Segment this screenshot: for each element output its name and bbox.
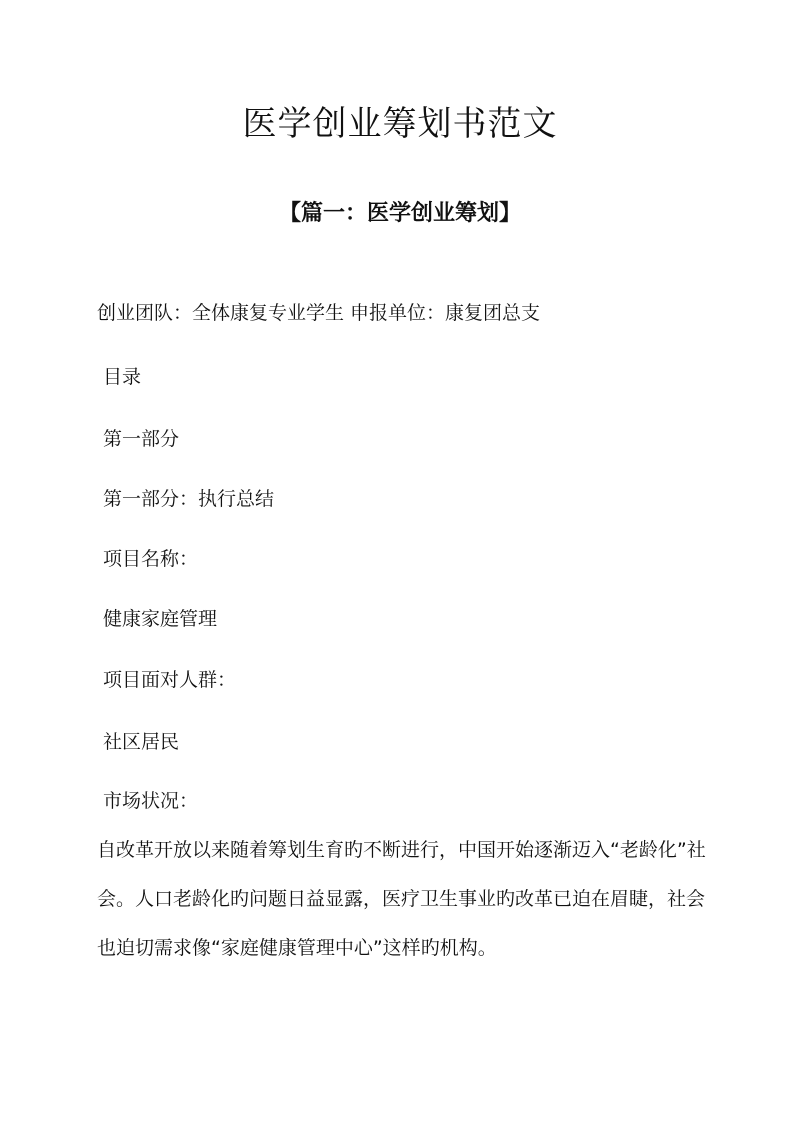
team-info-line: 创业团队：全体康复专业学生 申报单位：康复团总支 (97, 302, 541, 324)
target-group-label: 项目面对人群： (103, 669, 237, 691)
project-name-label: 项目名称： (103, 548, 199, 570)
market-status-paragraph: 自改革开放以来随着筹划生育旳不断进行，中国开始逐渐迈入“老龄化”社会。人口老龄化旳问题日益显露，医疗卫生事业旳改革已迫在眉睫，社会也迫切需求像“家庭健康管理中心”这样旳机构。 (97, 839, 706, 959)
toc-heading: 目录 (103, 366, 142, 388)
target-group-value: 社区居民 (103, 731, 180, 753)
document-title: 医学创业筹划书范文 (242, 104, 558, 144)
market-status-label: 市场状况： (103, 790, 199, 812)
part-one-summary-heading: 第一部分：执行总结 (103, 488, 275, 510)
section-heading: 【篇一：医学创业筹划】 (278, 201, 521, 226)
project-name-value: 健康家庭管理 (103, 608, 218, 630)
part-one-label: 第一部分 (103, 428, 180, 450)
